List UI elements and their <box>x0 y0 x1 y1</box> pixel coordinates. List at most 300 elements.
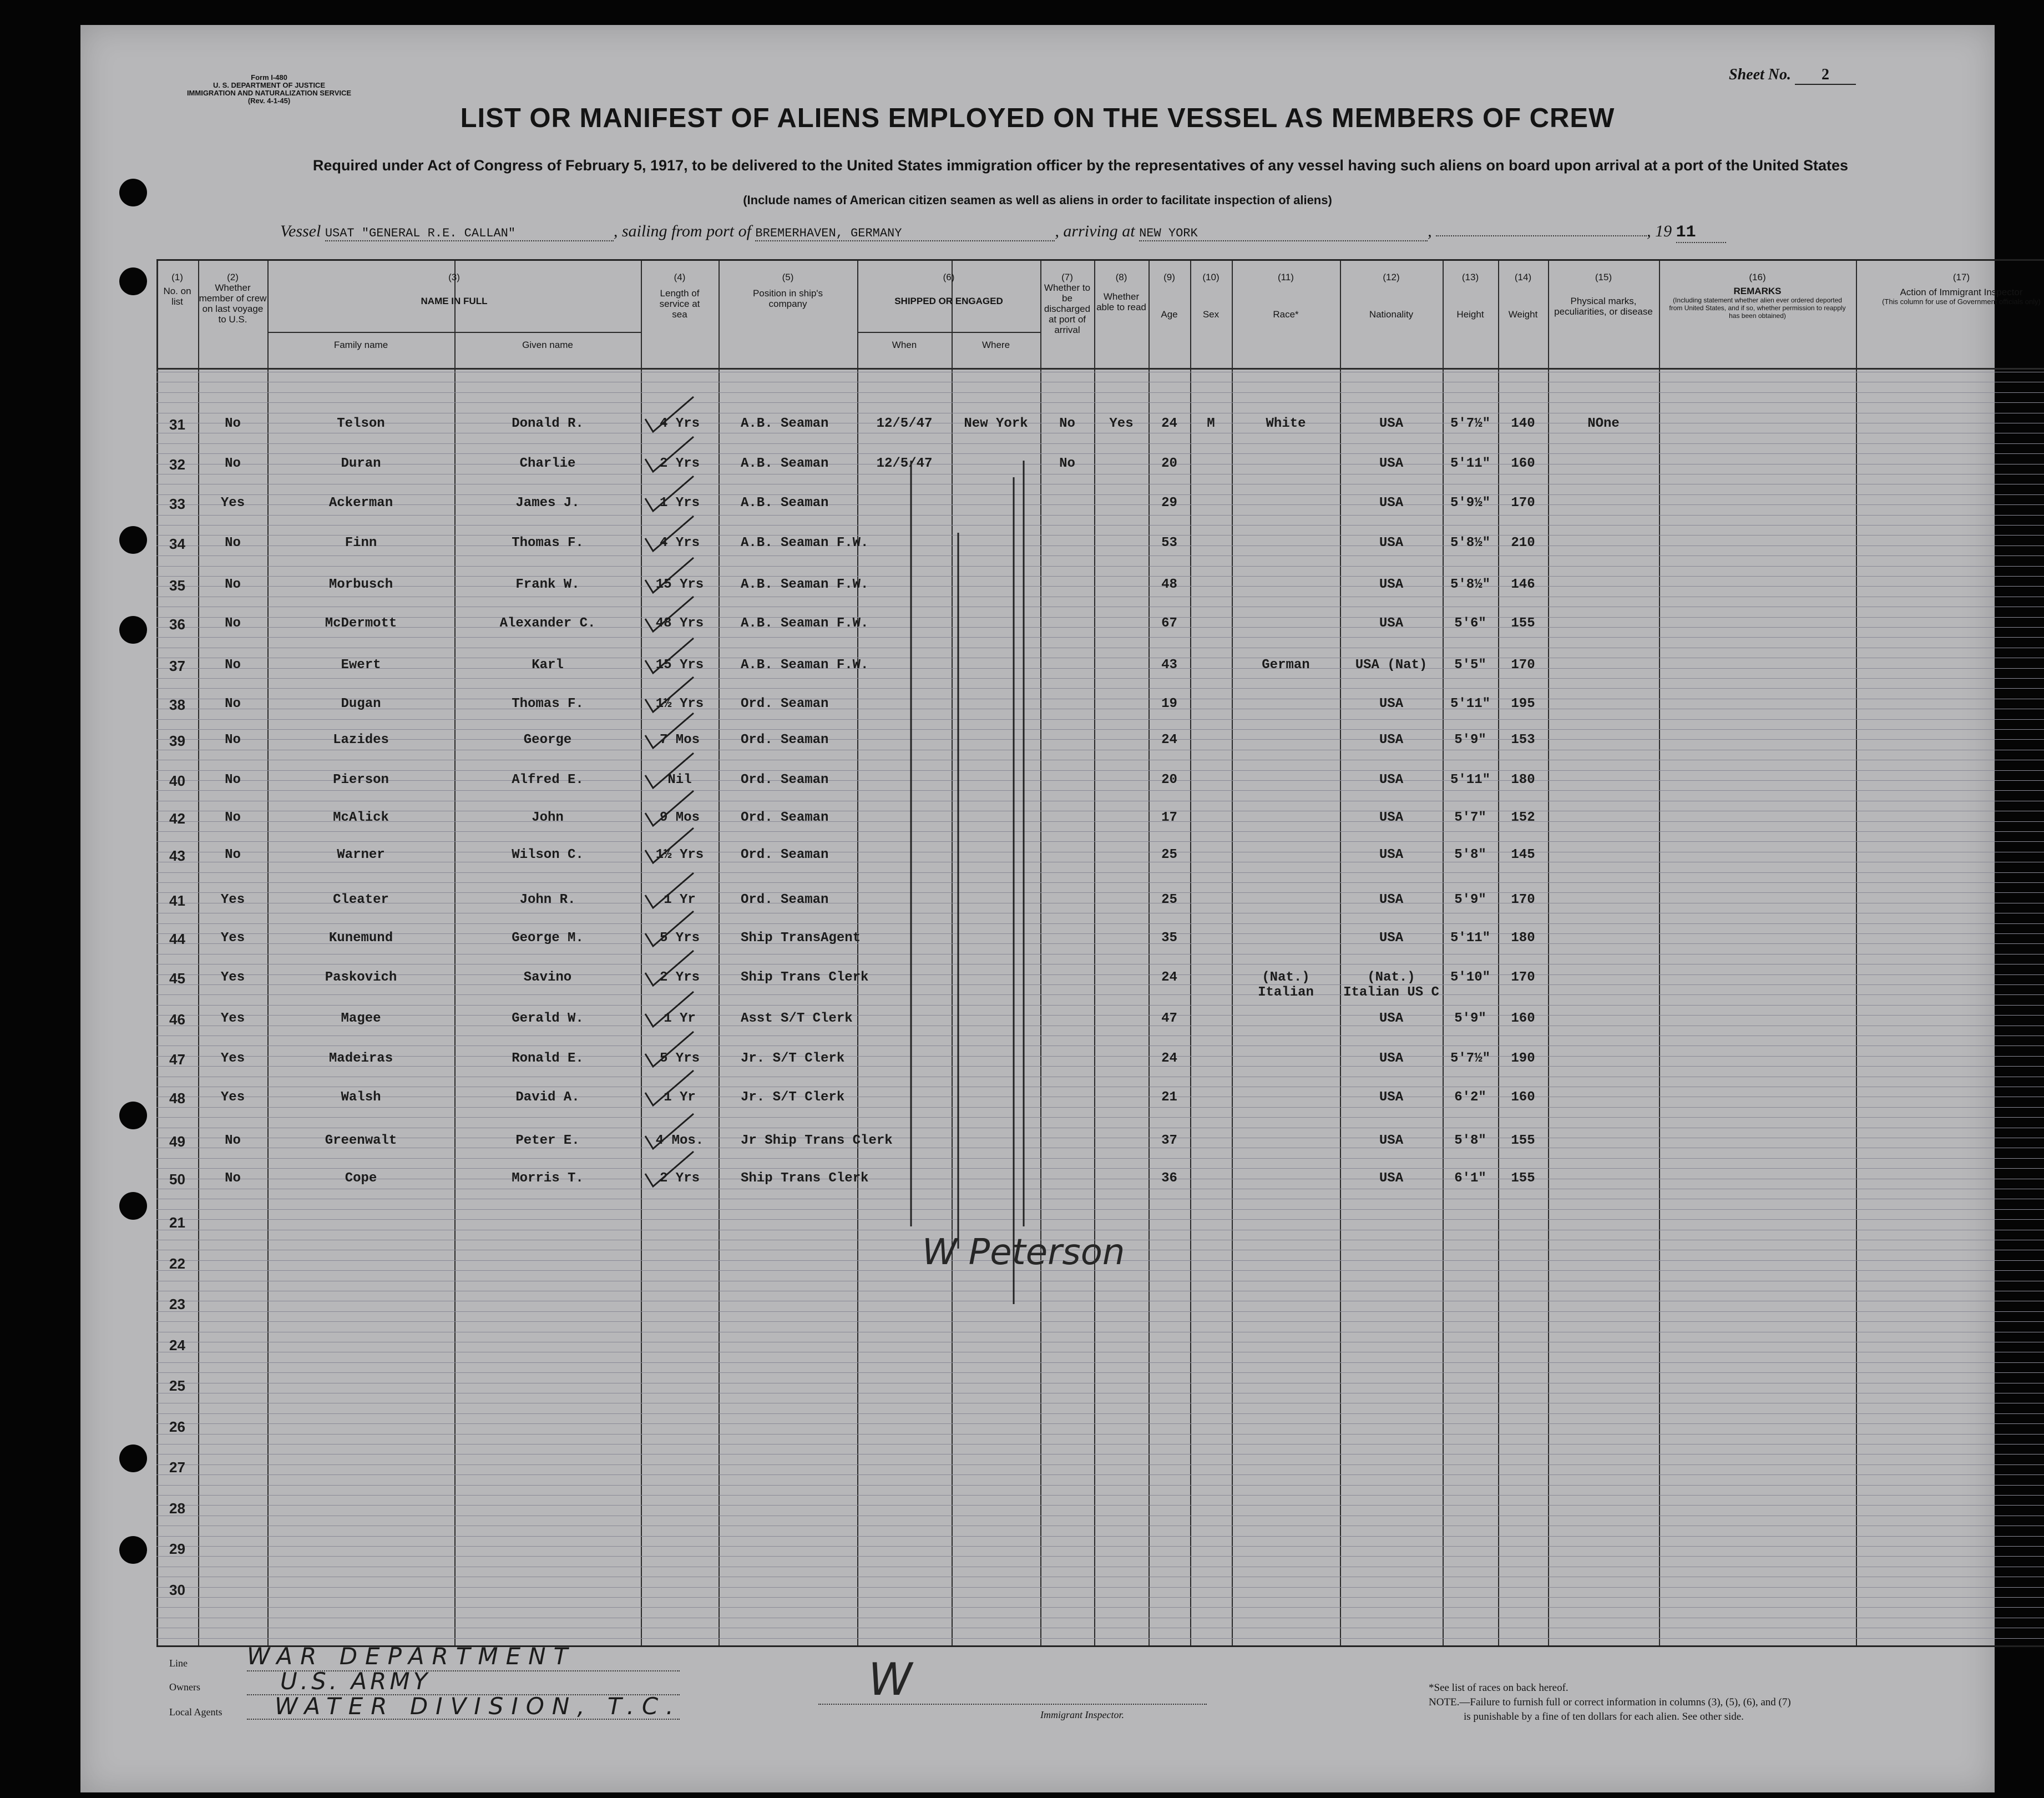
header-col11-label: Race* <box>1273 309 1299 320</box>
ruled-line <box>156 1485 2044 1486</box>
form-id-line: (Rev. 4-1-45) <box>247 97 291 105</box>
ruled-line <box>156 1372 2044 1373</box>
cell-family: Ackerman <box>328 496 393 511</box>
cell-given: Karl <box>532 658 564 673</box>
cell-age: 25 <box>1161 847 1177 862</box>
cell-weight: 160 <box>1511 1011 1535 1026</box>
header-col4-label: Length of service at sea <box>659 288 700 320</box>
ruled-line <box>156 1587 2044 1588</box>
cell-race: (Nat.) Italian <box>1258 970 1314 1000</box>
ruled-line <box>156 1597 2044 1598</box>
cell-given: Alexander C. <box>499 616 596 631</box>
cell-discharged: No <box>1059 416 1075 431</box>
header-col7-number: (7) <box>1061 272 1073 282</box>
check-mark <box>645 558 694 593</box>
arrival-port: NEW YORK <box>1139 226 1428 241</box>
cell-weight: 170 <box>1511 892 1535 907</box>
ruled-line <box>156 1107 2044 1108</box>
cell-no: 36 <box>169 616 185 633</box>
cell-height: 5'11" <box>1450 456 1490 471</box>
cell-weight: 190 <box>1511 1051 1535 1066</box>
ruled-line <box>156 994 2044 995</box>
cell-when: 12/5/47 <box>876 456 933 471</box>
cell-nationality: USA <box>1379 1133 1404 1148</box>
ruled-line <box>156 1444 2044 1445</box>
check-mark <box>645 1151 694 1186</box>
header-col1 <box>156 272 198 307</box>
ruled-line <box>156 872 2044 873</box>
manifest-sheet <box>80 25 2041 1792</box>
cell-family: Ewert <box>341 658 381 673</box>
cell-discharged: No <box>1059 456 1075 471</box>
cell-nationality: USA <box>1379 733 1404 748</box>
name-subheader-divider <box>267 332 641 333</box>
column-border <box>1548 261 1549 1645</box>
cell-service: 2 Yrs <box>659 970 700 985</box>
cell-given: Savino <box>523 970 572 985</box>
sheet-number-value: 2 <box>1795 66 1856 85</box>
check-mark <box>645 597 694 632</box>
check-mark <box>645 677 694 712</box>
cell-given: Morris T. <box>512 1171 584 1186</box>
cell-given: Wilson C. <box>512 847 584 862</box>
blank-row-number: 22 <box>169 1255 185 1272</box>
cell-height: 5'11" <box>1450 696 1490 711</box>
cell-age: 24 <box>1161 970 1177 985</box>
cell-nationality: USA <box>1379 931 1404 946</box>
header-col13-number: (13) <box>1461 272 1479 282</box>
cell-given: Ronald E. <box>512 1051 584 1066</box>
cell-position: A.B. Seaman F.W. <box>741 536 869 550</box>
cell-weight: 180 <box>1511 931 1535 946</box>
header-col14-label: Weight <box>1508 309 1538 320</box>
cell-height: 5'8" <box>1454 847 1486 862</box>
header-col2-number: (2) <box>227 272 239 282</box>
cell-age: 19 <box>1161 696 1177 711</box>
cell-position: A.B. Seaman F.W. <box>741 616 869 631</box>
cell-nationality: USA <box>1379 496 1404 511</box>
ruled-line <box>156 1158 2044 1159</box>
ruled-line <box>156 1362 2044 1363</box>
line-label: Line <box>169 1658 188 1669</box>
ruled-line <box>156 392 2044 393</box>
inspector-signature: W <box>868 1654 913 1705</box>
cell-no: 44 <box>169 931 185 947</box>
header-col8-label: Whether able to read <box>1096 291 1146 312</box>
cell-prev: No <box>225 577 241 592</box>
ruled-line <box>156 443 2044 444</box>
cell-family: Morbusch <box>328 577 393 592</box>
column-border <box>1232 261 1233 1645</box>
binder-hole <box>119 179 147 206</box>
cell-given: Peter E. <box>515 1133 580 1148</box>
check-mark <box>645 992 694 1027</box>
cell-no: 46 <box>169 1011 185 1028</box>
cell-service: 4 Mos. <box>655 1133 704 1148</box>
cell-nationality: USA <box>1379 616 1404 631</box>
cell-given: David A. <box>515 1090 580 1105</box>
ruled-line <box>156 1474 2044 1475</box>
cell-sex: M <box>1207 416 1215 431</box>
cell-age: 35 <box>1161 931 1177 946</box>
cell-height: 5'9" <box>1454 892 1486 907</box>
binder-hole <box>119 1192 147 1220</box>
cell-nationality: USA <box>1379 1171 1404 1186</box>
ruled-line <box>156 831 2044 832</box>
cell-nationality: USA (Nat) <box>1355 658 1428 673</box>
cell-height: 5'9" <box>1454 1011 1486 1026</box>
header-col2 <box>198 272 267 325</box>
header-col11 <box>1232 272 1340 320</box>
vessel-line: Vessel USAT "GENERAL R.E. CALLAN" , sailing from port of BREMERHAVEN, GERMANY , arriving at NEW YORK , , 19 11 <box>280 222 1726 243</box>
header-col16-number: (16) <box>1749 272 1766 282</box>
cell-no: 33 <box>169 496 185 512</box>
cell-position: A.B. Seaman <box>741 496 829 511</box>
cell-family: Paskovich <box>325 970 397 985</box>
cell-prev: No <box>225 456 241 471</box>
cell-age: 20 <box>1161 456 1177 471</box>
header-col3-number: (3) <box>448 272 460 282</box>
ruled-line <box>156 637 2044 638</box>
header-col8-number: (8) <box>1115 272 1127 282</box>
cell-no: 49 <box>169 1133 185 1150</box>
cell-no: 38 <box>169 696 185 713</box>
cell-weight: 170 <box>1511 970 1535 985</box>
cell-no: 40 <box>169 772 185 789</box>
cell-height: 5'8" <box>1454 1133 1486 1148</box>
cell-position: A.B. Seaman <box>741 456 829 471</box>
ditto-lines <box>857 461 1046 1315</box>
cell-service: 1½ Yrs <box>655 696 704 711</box>
check-mark <box>645 911 694 946</box>
cell-age: 48 <box>1161 577 1177 592</box>
cell-nationality: (Nat.) Italian US C <box>1343 970 1439 1000</box>
cell-position: Ord. Seaman <box>741 892 829 907</box>
cell-family: Dugan <box>341 696 381 711</box>
header-col12-number: (12) <box>1383 272 1400 282</box>
cell-prev: No <box>225 847 241 862</box>
cell-no: 32 <box>169 456 185 473</box>
cell-weight: 145 <box>1511 847 1535 862</box>
ruled-line <box>156 1495 2044 1496</box>
check-mark <box>645 1114 694 1149</box>
cell-height: 5'11" <box>1450 772 1490 787</box>
ruled-line <box>156 1311 2044 1312</box>
cell-age: 43 <box>1161 658 1177 673</box>
cell-prev: No <box>225 810 241 825</box>
cell-position: Jr. S/T Clerk <box>741 1090 845 1105</box>
cell-family: McDermott <box>325 616 397 631</box>
header-col11-number: (11) <box>1278 272 1294 282</box>
cell-family: Cope <box>345 1171 377 1186</box>
header-family-name: Family name <box>333 340 388 350</box>
cell-race: White <box>1266 416 1306 431</box>
check-mark <box>645 437 694 472</box>
cell-family: Magee <box>341 1011 381 1026</box>
ruled-line <box>156 402 2044 403</box>
cell-prev: Yes <box>220 1090 245 1105</box>
ruled-line <box>156 566 2044 567</box>
cell-height: 5'5" <box>1454 658 1486 673</box>
penalty-note-cont: is punishable by a fine of ten dollars for each alien. See other side. <box>1464 1711 1744 1723</box>
header-col16-sublabel: (Including statement whether alien ever ordered deported from United States, and if so, whether permission to reapply has been obtained) <box>1669 296 1846 320</box>
cell-no: 31 <box>169 416 185 433</box>
cell-weight: 155 <box>1511 616 1535 631</box>
cell-no: 48 <box>169 1090 185 1107</box>
cell-race: German <box>1262 658 1310 673</box>
blank-row-number: 23 <box>169 1296 185 1312</box>
header-col1-label: No. on list <box>163 286 191 307</box>
cell-weight: 210 <box>1511 536 1535 550</box>
ruled-line <box>156 494 2044 495</box>
cell-position: Ship TransAgent <box>741 931 861 946</box>
header-col7-label: Whether to be discharged at port of arrival <box>1044 282 1091 335</box>
cell-family: Cleater <box>333 892 389 907</box>
vessel-label: Vessel <box>280 222 321 240</box>
cell-no: 37 <box>169 658 185 674</box>
blank-row-number: 24 <box>169 1336 185 1353</box>
cell-no: 35 <box>169 577 185 594</box>
cell-nationality: USA <box>1379 416 1404 431</box>
cell-service: 5 Yrs <box>659 1051 700 1066</box>
cell-service: Nil <box>667 772 692 787</box>
page-subtitle: Required under Act of Congress of February 5, 1917, to be delivered to the United States immigration officer by the representatives of any vessel having such aliens on board upon arrival at a port of the United States <box>312 157 1849 174</box>
ruled-line <box>156 1638 2044 1639</box>
header-col16 <box>1659 272 1856 320</box>
cell-nationality: USA <box>1379 577 1404 592</box>
header-col13 <box>1443 272 1498 320</box>
ruled-line <box>156 1117 2044 1118</box>
mid-signature: W Peterson <box>922 1232 1125 1273</box>
cell-height: 5'7" <box>1454 810 1486 825</box>
cell-position: Ord. Seaman <box>741 772 829 787</box>
cell-family: Greenwalt <box>325 1133 397 1148</box>
year-suffix: 11 <box>1676 223 1726 243</box>
cell-no: 34 <box>169 536 185 552</box>
cell-nationality: USA <box>1379 456 1404 471</box>
ruled-line <box>156 790 2044 791</box>
cell-age: 24 <box>1161 733 1177 748</box>
cell-family: Pierson <box>333 772 389 787</box>
cell-weight: 146 <box>1511 577 1535 592</box>
arrival-date-blank <box>1436 235 1647 236</box>
cell-service: 2 Yrs <box>659 456 700 471</box>
cell-height: 5'9½" <box>1450 496 1490 511</box>
cell-given: Frank W. <box>515 577 580 592</box>
binder-hole <box>119 267 147 295</box>
header-col10 <box>1190 272 1232 320</box>
page-subtitle-note: (Include names of American citizen seamen as well as aliens in order to facilitate inspection of aliens) <box>743 193 1332 207</box>
ruled-line <box>156 719 2044 720</box>
blank-row-number: 27 <box>169 1459 185 1476</box>
cell-where: New York <box>964 416 1028 431</box>
header-col4 <box>641 272 719 320</box>
cell-age: 24 <box>1161 416 1177 431</box>
owners-value: U.S. ARMY <box>280 1668 431 1695</box>
cell-position: Ord. Seaman <box>741 847 829 862</box>
header-col5-number: (5) <box>782 272 794 282</box>
sheet-number <box>1729 66 1856 85</box>
binder-hole <box>119 616 147 644</box>
cell-position: Ord. Seaman <box>741 733 829 748</box>
cell-age: 25 <box>1161 892 1177 907</box>
sailing-label: , sailing from port of <box>613 222 751 240</box>
cell-family: Lazides <box>333 733 389 748</box>
cell-given: Thomas F. <box>512 536 584 550</box>
cell-no: 43 <box>169 847 185 864</box>
cell-family: Warner <box>337 847 385 862</box>
cell-weight: 160 <box>1511 456 1535 471</box>
cell-weight: 153 <box>1511 733 1535 748</box>
ruled-line <box>156 555 2044 556</box>
header-col14 <box>1498 272 1548 320</box>
cell-height: 5'10" <box>1450 970 1490 985</box>
cell-service: 15 Yrs <box>655 658 704 673</box>
ruled-line <box>156 923 2044 924</box>
cell-nationality: USA <box>1379 1090 1404 1105</box>
header-col9 <box>1149 272 1190 320</box>
column-border <box>1094 261 1095 1645</box>
sheet-number-label: Sheet No. <box>1729 66 1791 83</box>
cell-prev: No <box>225 772 241 787</box>
ruled-line <box>156 1434 2044 1435</box>
header-col8 <box>1094 272 1149 312</box>
cell-service: 4 Yrs <box>659 416 700 431</box>
cell-age: 17 <box>1161 810 1177 825</box>
blank-row-number: 30 <box>169 1581 185 1598</box>
cell-nationality: USA <box>1379 696 1404 711</box>
cell-given: James J. <box>515 496 580 511</box>
header-divider <box>156 368 2044 370</box>
header-col10-number: (10) <box>1202 272 1220 282</box>
cell-prev: No <box>225 696 241 711</box>
cell-age: 47 <box>1161 1011 1177 1026</box>
ruled-line <box>156 770 2044 771</box>
check-mark <box>645 753 694 788</box>
cell-nationality: USA <box>1379 892 1404 907</box>
vessel-name: USAT "GENERAL R.E. CALLAN" <box>325 226 614 241</box>
ruled-line <box>156 1413 2044 1414</box>
cell-age: 20 <box>1161 772 1177 787</box>
cell-given: Alfred E. <box>512 772 584 787</box>
cell-position: Ship Trans Clerk <box>741 970 869 985</box>
cell-prev: No <box>225 416 241 431</box>
ruled-line <box>156 525 2044 526</box>
cell-age: 67 <box>1161 616 1177 631</box>
binder-hole <box>119 1445 147 1472</box>
header-col13-label: Height <box>1456 309 1484 320</box>
cell-position: A.B. Seaman <box>741 416 829 431</box>
ruled-line <box>156 1066 2044 1067</box>
form-id-line: IMMIGRATION AND NATURALIZATION SERVICE <box>186 89 352 97</box>
header-col15-number: (15) <box>1595 272 1612 282</box>
cell-service: 15 Yrs <box>655 577 704 592</box>
ruled-line <box>156 1209 2044 1210</box>
cell-nationality: USA <box>1379 847 1404 862</box>
check-mark <box>645 873 694 908</box>
header-col3-label: NAME IN FULL <box>421 296 488 306</box>
header-col9-number: (9) <box>1163 272 1175 282</box>
cell-service: 5 Yrs <box>659 931 700 946</box>
cell-given: John <box>532 810 564 825</box>
ruled-line <box>156 1005 2044 1006</box>
cell-no: 45 <box>169 970 185 987</box>
cell-family: Finn <box>345 536 377 550</box>
cell-family: Duran <box>341 456 381 471</box>
check-mark <box>645 476 694 511</box>
header-col17-number: (17) <box>1952 272 1970 282</box>
ruled-line <box>156 1219 2044 1220</box>
shipped-subheader-divider <box>857 332 1040 333</box>
cell-no: 50 <box>169 1171 185 1188</box>
cell-height: 5'11" <box>1450 931 1490 946</box>
cell-weight: 160 <box>1511 1090 1535 1105</box>
cell-prev: No <box>225 1171 241 1186</box>
cell-age: 21 <box>1161 1090 1177 1105</box>
cell-age: 37 <box>1161 1133 1177 1148</box>
header-col7 <box>1040 272 1094 335</box>
cell-weight: 170 <box>1511 658 1535 673</box>
cell-height: 5'7½" <box>1450 416 1490 431</box>
cell-given: George <box>523 733 572 748</box>
column-border <box>1856 261 1857 1645</box>
cell-service: 2 Yrs <box>659 1171 700 1186</box>
blank-row-number: 29 <box>169 1541 185 1557</box>
cell-height: 5'8½" <box>1450 577 1490 592</box>
cell-weight: 155 <box>1511 1171 1535 1186</box>
cell-position: Ship Trans Clerk <box>741 1171 869 1186</box>
cell-nationality: USA <box>1379 536 1404 550</box>
cell-given: Thomas F. <box>512 696 584 711</box>
sailing-port: BREMERHAVEN, GERMANY <box>755 226 1055 241</box>
cell-nationality: USA <box>1379 1051 1404 1066</box>
ruled-line <box>156 576 2044 577</box>
cell-read: Yes <box>1109 416 1134 431</box>
header-col17-label: Action of Immigrant Inspector <box>1900 287 2023 297</box>
cell-family: Kunemund <box>328 931 393 946</box>
cell-service: 9 Mos <box>659 810 700 825</box>
cell-when: 12/5/47 <box>876 416 933 431</box>
cell-age: 24 <box>1161 1051 1177 1066</box>
cell-height: 6'1" <box>1454 1171 1486 1186</box>
cell-prev: Yes <box>220 892 245 907</box>
header-col3 <box>267 272 641 306</box>
header-col4-number: (4) <box>674 272 686 282</box>
cell-position: Asst S/T Clerk <box>741 1011 853 1026</box>
header-col10-label: Sex <box>1202 309 1220 320</box>
cell-service: 1 Yr <box>664 1090 696 1105</box>
cell-weight: 152 <box>1511 810 1535 825</box>
check-mark <box>645 1032 694 1067</box>
cell-weight: 140 <box>1511 416 1535 431</box>
header-given-name: Given name <box>522 340 573 350</box>
header-col15 <box>1548 272 1659 317</box>
cell-family: Telson <box>337 416 385 431</box>
check-mark <box>645 828 694 863</box>
check-mark <box>645 397 694 432</box>
cell-service: 1 Yr <box>664 1011 696 1026</box>
ruled-line <box>156 688 2044 689</box>
ruled-line <box>156 1464 2044 1465</box>
column-border <box>1659 261 1660 1645</box>
cell-service: 48 Yrs <box>655 616 704 631</box>
ruled-line <box>156 1321 2044 1322</box>
inspector-label: Immigrant Inspector. <box>1040 1709 1124 1720</box>
cell-service: 1 Yr <box>664 892 696 907</box>
cell-prev: Yes <box>220 496 245 511</box>
form-id-line: U. S. DEPARTMENT OF JUSTICE <box>213 81 325 89</box>
header-col5 <box>719 272 857 309</box>
